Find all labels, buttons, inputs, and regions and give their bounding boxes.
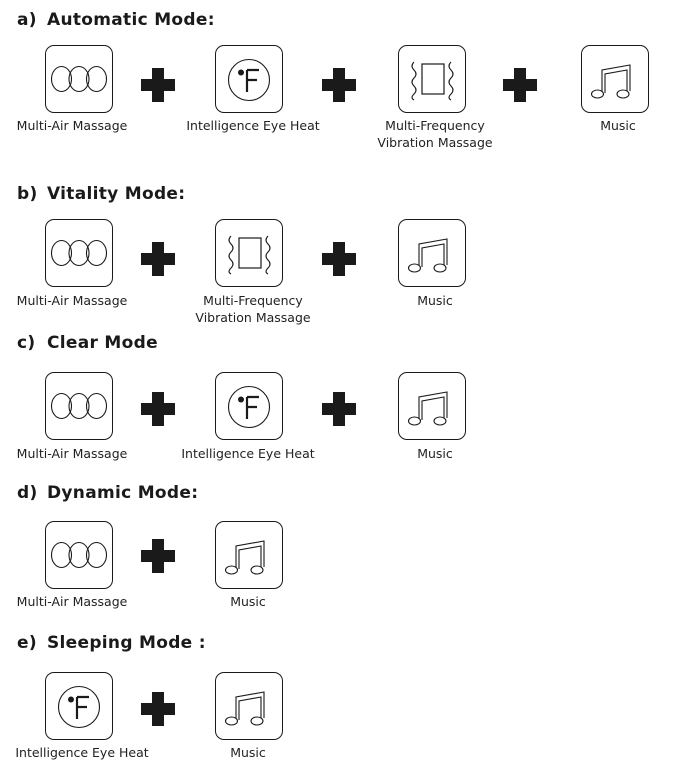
eye-heat-fahrenheit-icon xyxy=(215,372,283,440)
plus-icon xyxy=(322,68,356,102)
air-massage-icon xyxy=(45,372,113,440)
feature-label: Multi-Air Massage xyxy=(16,446,128,461)
mode-title-sleeping: e) Sleeping Mode : xyxy=(17,633,206,653)
plus-icon xyxy=(322,242,356,276)
music-note-icon xyxy=(398,372,466,440)
feature-label: Music xyxy=(230,594,266,609)
plus-icon xyxy=(503,68,537,102)
plus-icon xyxy=(141,539,175,573)
air-massage-icon xyxy=(45,45,113,113)
plus-icon xyxy=(141,68,175,102)
feature-label: Multi-Frequency Vibration Massage xyxy=(377,118,493,150)
music-note-icon xyxy=(398,219,466,287)
feature-label: Music xyxy=(417,446,453,461)
music-note-icon xyxy=(215,521,283,589)
feature-label: Multi-Air Massage xyxy=(16,293,128,308)
plus-icon xyxy=(322,392,356,426)
mode-title-dynamic: d) Dynamic Mode: xyxy=(17,483,199,503)
eye-heat-fahrenheit-icon xyxy=(215,45,283,113)
eye-heat-fahrenheit-icon xyxy=(45,672,113,740)
feature-label: Intelligence Eye Heat xyxy=(186,118,320,133)
feature-label: Multi-Air Massage xyxy=(16,594,128,609)
plus-icon xyxy=(141,392,175,426)
music-note-icon xyxy=(581,45,649,113)
feature-label: Intelligence Eye Heat xyxy=(181,446,315,461)
air-massage-icon xyxy=(45,521,113,589)
plus-icon xyxy=(141,242,175,276)
feature-label: Intelligence Eye Heat xyxy=(15,745,149,760)
air-massage-icon xyxy=(45,219,113,287)
feature-label: Music xyxy=(600,118,636,133)
feature-label: Multi-Frequency Vibration Massage xyxy=(195,293,311,325)
vibration-massage-icon xyxy=(398,45,466,113)
music-note-icon xyxy=(215,672,283,740)
mode-title-vitality: b) Vitality Mode: xyxy=(17,184,186,204)
feature-label: Multi-Air Massage xyxy=(16,118,128,133)
feature-label: Music xyxy=(230,745,266,760)
plus-icon xyxy=(141,692,175,726)
feature-label: Music xyxy=(417,293,453,308)
vibration-massage-icon xyxy=(215,219,283,287)
mode-title-automatic: a) Automatic Mode: xyxy=(17,10,215,30)
mode-title-clear: c) Clear Mode xyxy=(17,333,158,353)
